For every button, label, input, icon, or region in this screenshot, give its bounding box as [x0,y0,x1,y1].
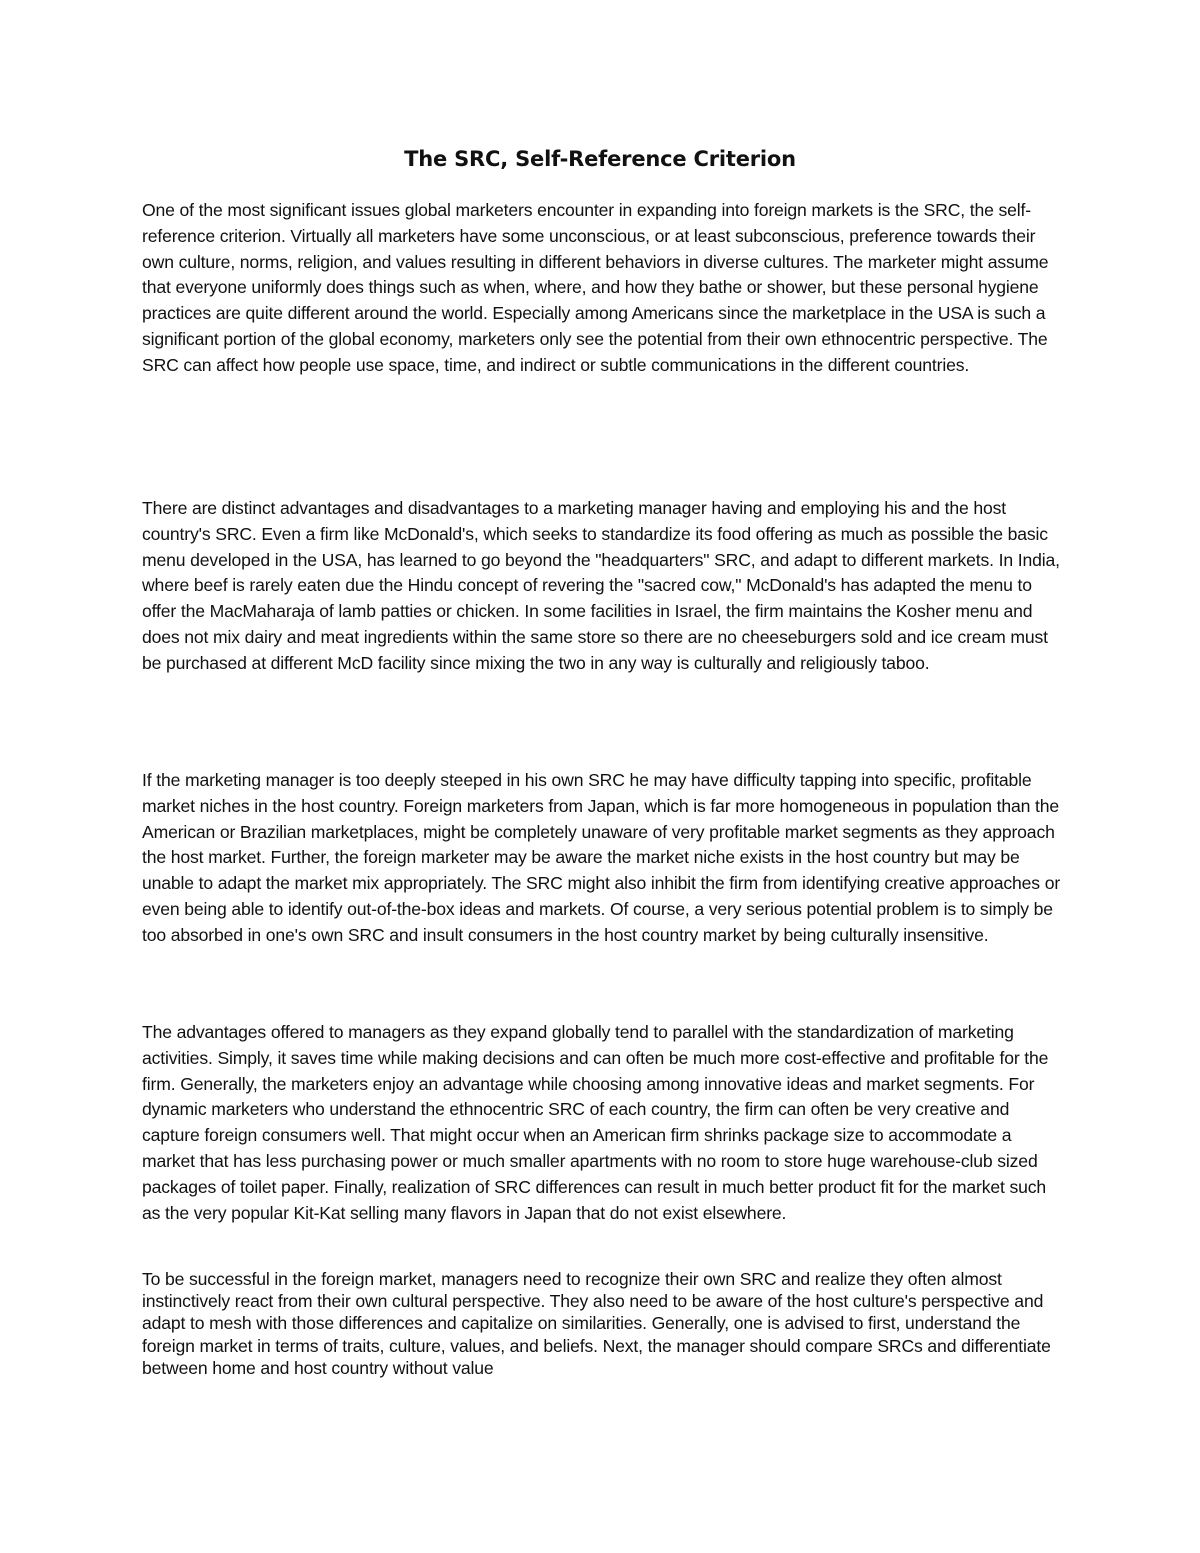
paragraph-3: If the marketing manager is too deeply steeped in his own SRC he may have difficulty tapping into specific, profitable market niches in the host country. Foreign marketers from Japan, which is far more homogeneous in population than the American or Brazilian marketplaces, might be completely unaware of very profitable market segments as they approach the host market. Further, the foreign marketer may be aware the market niche exists in the host country but may be unable to adapt the market mix appropriately. The SRC might also inhibit the firm from identifying creative approaches or even being able to identify out-of-the-box ideas and markets. Of course, a very serious potential problem is to simply be too absorbed in one's own SRC and insult consumers in the host country market by being culturally insensitive. [142,770,1061,945]
paragraph-5: To be successful in the foreign market, managers need to recognize their own SRC and realize they often almost instinctively react from their own cultural perspective. They also need to be aware of the host culture's perspective and adapt to mesh with those differences and capitalize on similarities. Generally, one is advised to first, understand the foreign market in terms of traits, culture, values, and beliefs. Next, the manager should compare SRCs and differentiate between home and host country without value [142,1269,1051,1378]
paragraph-2: There are distinct advantages and disadvantages to a marketing manager having and employing his and the host country's SRC. Even a firm like McDonald's, which seeks to standardize its food offering as much as possible the basic menu developed in the USA, has learned to go beyond the "headquarters" SRC, and adapt to different markets. In India, where beef is rarely eaten due the Hindu concept of revering the "sacred cow," McDonald's has adapted the menu to offer the MacMaharaja of lamb patties or chicken. In some facilities in Israel, the firm maintains the Kosher menu and does not mix dairy and meat ingredients within the same store so there are no cheeseburgers sold and ice cream must be purchased at different McD facility since mixing the two in any way is culturally and religiously taboo. [142,498,1060,673]
paragraph-1: One of the most significant issues global marketers encounter in expanding into foreign markets is the SRC, the self-reference criterion. Virtually all marketers have some unconscious, or at least subconscious, preference towards their own culture, norms, religion, and values resulting in different behaviors in diverse cultures. The marketer might assume that everyone uniformly does things such as when, where, and how they bathe or shower, but these personal hygiene practices are quite different around the world. Especially among Americans since the marketplace in the USA is such a significant portion of the global economy, marketers only see the potential from their own ethnocentric perspective. The SRC can affect how people use space, time, and indirect or subtle communications in the different countries. [142,200,1049,375]
paragraph-4: The advantages offered to managers as they expand globally tend to parallel with the standardization of marketing activities. Simply, it saves time while making decisions and can often be much more cost-effective and profitable for the firm. Generally, the marketers enjoy an advantage while choosing among innovative ideas and market segments. For dynamic marketers who understand the ethnocentric SRC of each country, the firm can often be very creative and capture foreign consumers well. That might occur when an American firm shrinks package size to accommodate a market that has less purchasing power or much smaller apartments with no room to store huge warehouse-club sized packages of toilet paper. Finally, realization of SRC differences can result in much better product fit for the market such as the very popular Kit-Kat selling many flavors in Japan that do not exist elsewhere. [142,1022,1049,1223]
document-title: The SRC, Self-Reference Criterion [404,147,796,171]
